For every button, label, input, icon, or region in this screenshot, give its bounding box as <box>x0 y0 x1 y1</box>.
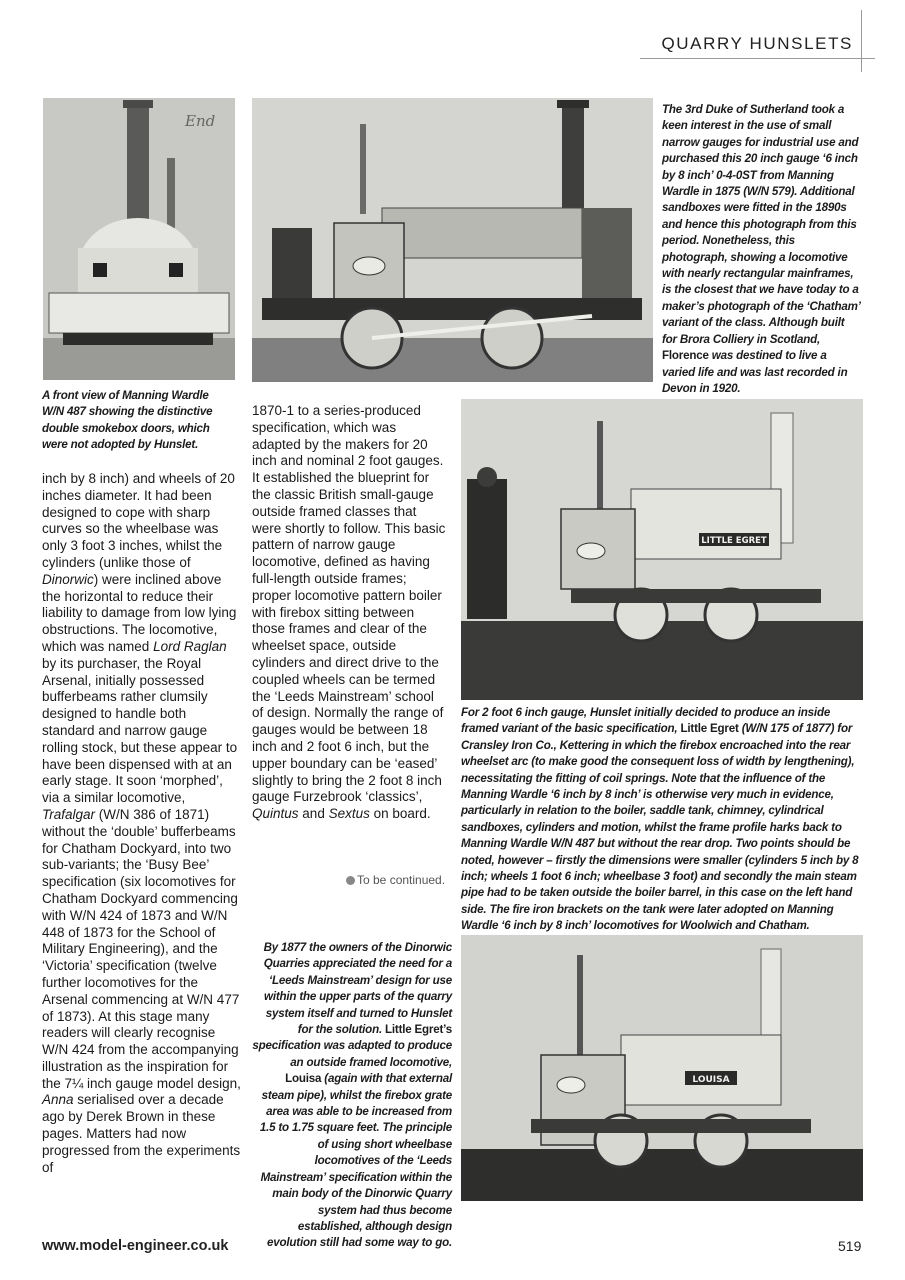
photo-little-egret <box>461 399 863 700</box>
caption-florence: The 3rd Duke of Sutherland took a keen interest in the use of small narrow gauges for industrial use and purchased this 20 inch gauge ‘6 inch by 8 inch’ 0-4-0ST from Manning Wardle in 1875 (W/N 579). Additional sandboxes were fitted in the 1890s and hence this photograph from this period. Nonetheless, this photograph, showing a locomotive with nearly rectangular mainframes, is the closest that we have today to a maker’s photograph of the ‘Chatham’ variant of the class. Although built for Brora Colliery in Scotland, Florence was destined to live a varied life and was last recorded in Devon in 1920. <box>662 103 861 395</box>
locomotive-name: Little Egret <box>680 722 739 736</box>
footer-url[interactable]: www.model-engineer.co.uk <box>42 1238 229 1254</box>
photo-louisa <box>461 935 863 1201</box>
header-rule-vertical <box>861 10 862 72</box>
page-number: 519 <box>838 1238 862 1254</box>
caption-little-egret: For 2 foot 6 inch gauge, Hunslet initially decided to produce an inside framed variant of the basic specification, Little Egret (W/N 175 of 1877) for Cransley Iron Co., Kettering in which the firebox encroached into the rear wheelset arc (to make good the consequent loss of width by lengthening), necessitating the fitting of coil springs. Note that the influence of the Manning Wardle ‘6 inch by 8 inch’ is otherwise very much in evidence, particularly in relation to the boiler, saddle tank, chimney, cylindrical sandboxes, cylinders and motion, whilst the frame profile harks back to Manning Wardle W/N 487 but without the rear drop. Two points should be noted, however – firstly the dimensions were smaller (cylinders 5 inch by 8 inch; wheels 1 foot 6 inch; wheelbase 3 foot) and secondly the main steam pipe had to be taken outside the boiler barrel, in this case on the left hand side. The fire iron brackets on the tank were later adopted on Manning Wardle ‘6 inch by 8 inch’ locomotives for Woolwich and Chatham. <box>461 706 859 933</box>
bullet-dot-icon <box>346 876 355 885</box>
locomotive-name: Little Egret’s <box>385 1023 452 1037</box>
header-rule <box>640 58 875 59</box>
to-be-continued: To be continued. <box>346 873 445 887</box>
caption-front-view: A front view of Manning Wardle W/N 487 showing the distinctive double smokebox doors, which were not adopted by Hunslet. <box>42 389 213 452</box>
nameplate-little-egret: LITTLE EGRET <box>701 536 767 546</box>
body-column-2: 1870-1 to a series-produced specification, which was adapted by the makers for 20 inch and nominal 2 foot gauges. It established the blueprint for the classic British small-gauge outside framed classes that were shortly to follow. This basic pattern of narrow gauge locomotive, defined as having full-length outside frames; proper locomotive pattern boiler with firebox sitting between those frames and clear of the wheelset space, outside cylinders and direct drive to the coupled wheels can be termed the ‘Leeds Mainstream’ school of design. Normally the range of gauges would be between 18 inch and 2 foot 6 inch, but the upper boundary can be ‘eased’ slightly to bring the 2 foot 8 inch gauge Furzebrook ‘classics’, Quintus and Sextus on board. <box>252 403 446 822</box>
locomotive-name: Florence <box>662 349 709 363</box>
photo-florence <box>252 98 653 382</box>
locomotive-name: Louisa <box>285 1072 322 1086</box>
nameplate-louisa: LOUISA <box>692 1075 730 1085</box>
caption-louisa: By 1877 the owners of the Dinorwic Quarries appreciated the need for a ‘Leeds Mainstream’ design for use within the upper parts of the quarry system itself and turned to Hunslet for the solution. Little Egret’s specification was adapted to produce an outside framed locomotive, Louisa (again with that external steam pipe), whilst the firebox grate area was able to be increased from 1.5 to 1.75 square feet. The principle of using short wheelbase locomotives of the ‘Leeds Mainstream’ specification within the main body of the Dinorwic Quarry system had thus become established, although design evolution still had some way to go. <box>252 941 452 1250</box>
handwritten-note: End <box>185 112 216 130</box>
section-title: QUARRY HUNSLETS <box>661 34 853 53</box>
photo-front-view <box>43 98 235 380</box>
body-column-1: inch by 8 inch) and wheels of 20 inches diameter. It had been designed to cope with sharp curves so the wheelbase was only 3 foot 3 inches, whilst the cylinders (unlike those of Dinorwic) were inclined above the horizontal to reduce their liability to damage from low lying obstructions. The locomotive, which was named Lord Raglan by its purchaser, the Royal Arsenal, initially possessed bufferbeams rather clumsily designed to handle both standard and narrow gauge rolling stock, but these appear to have been dispensed with at an early stage. It soon ‘morphed’, via a similar locomotive, Trafalgar (W/N 386 of 1871) without the ‘double’ bufferbeams for Chatham Dockyard, into two sub-variants; the ‘Busy Bee’ specification (six locomotives for Chatham Dockyard commencing with W/N 424 of 1873 and W/N 448 of 1873 for the School of Military Engineering), and the ‘Victoria’ specification (twelve further locomotives for the Arsenal commencing at W/N 477 of 1873). At this stage many readers will clearly recognise W/N 424 from the accompanying illustration as the inspiration for the 7¼ inch gauge model design, Anna serialised over a decade ago by Derek Brown in these pages. Matters had now progressed from the experiments of <box>42 471 241 1175</box>
